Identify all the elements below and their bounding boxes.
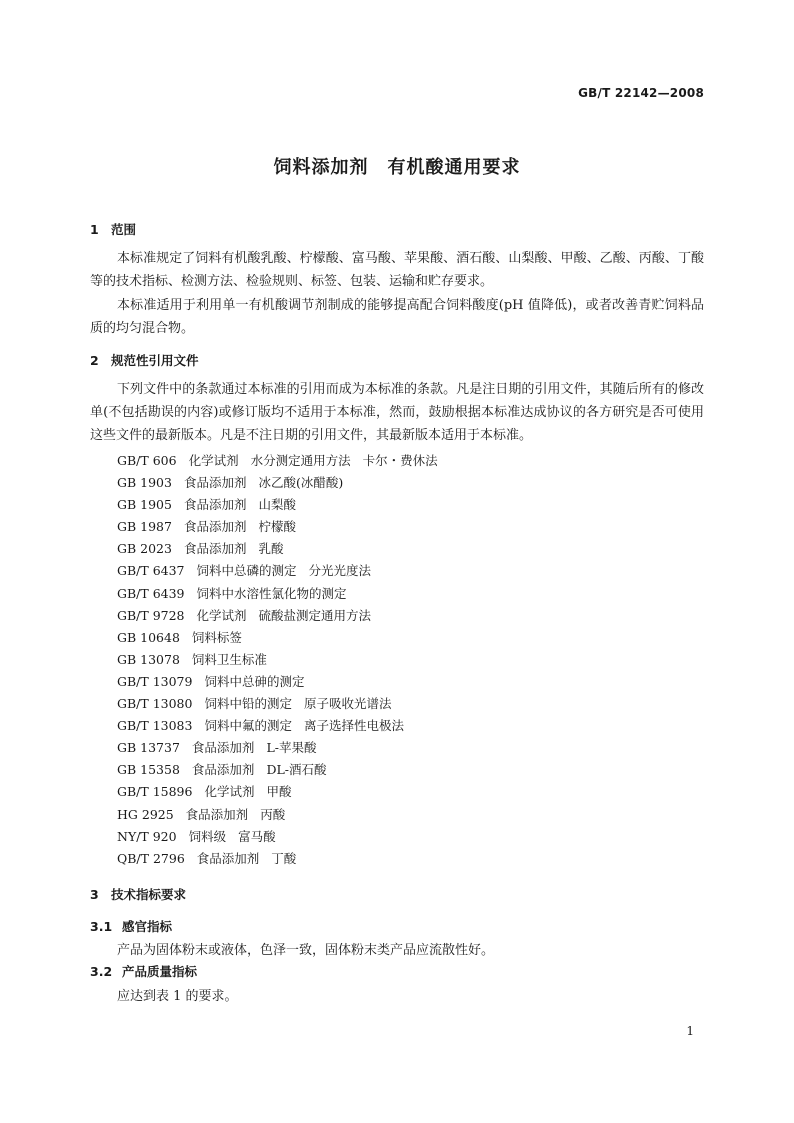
page-number: 1 xyxy=(686,1024,694,1038)
reference-title-part: 饲料级 xyxy=(188,828,227,844)
reference-title-part: 乳酸 xyxy=(258,541,284,557)
reference-code: GB/T 6437 xyxy=(117,563,185,579)
reference-item xyxy=(117,848,450,870)
reference-title-part: 山梨酸 xyxy=(258,497,296,513)
reference-code: GB/T 6439 xyxy=(117,585,185,601)
reference-title-part: 化学试剂 xyxy=(204,784,255,800)
reference-title-part: 富马酸 xyxy=(238,828,276,844)
reference-code: NY/T 920 xyxy=(117,828,177,844)
section-title: 规范性引用文件 xyxy=(111,353,199,368)
reference-title-part: 甲酸 xyxy=(266,784,292,800)
normative-reference-list xyxy=(117,450,450,870)
reference-item xyxy=(117,450,450,472)
reference-title-part: 分光光度法 xyxy=(308,563,372,579)
section-2-heading xyxy=(90,351,199,369)
subsection-number: 3.2 xyxy=(90,964,113,979)
reference-title-part: 饲料中氟的测定 xyxy=(204,718,292,734)
subsection-number: 3.1 xyxy=(90,919,113,934)
reference-item xyxy=(117,826,450,848)
subsection-3-1-heading xyxy=(90,917,172,935)
reference-title-part: 丁酸 xyxy=(271,850,297,866)
section-number: 1 xyxy=(90,222,99,237)
section-title: 范围 xyxy=(111,222,137,237)
scope-paragraph-1: 本标准规定了饲料有机酸乳酸、柠檬酸、富马酸、苹果酸、酒石酸、山梨酸、甲酸、乙酸、丙酸、丁酸等的技术指标、检测方法、检验规则、标签、包装、运输和贮存要求。 xyxy=(90,251,704,289)
reference-title-part: 饲料中铅的测定 xyxy=(204,696,292,712)
reference-title-part: 饲料中总砷的测定 xyxy=(204,673,305,689)
reference-title-part: 离子选择性电极法 xyxy=(303,718,404,734)
reference-title-part: 食品添加剂 xyxy=(185,806,249,822)
section-number: 3 xyxy=(90,887,99,902)
reference-title-part: 食品添加剂 xyxy=(183,497,247,513)
reference-code: QB/T 2796 xyxy=(117,850,185,866)
reference-title-part: L-苹果酸 xyxy=(266,740,317,756)
reference-item xyxy=(117,737,450,759)
reference-item xyxy=(117,781,450,803)
reference-title-part: 食品添加剂 xyxy=(183,541,247,557)
reference-item xyxy=(117,538,450,560)
reference-title-part: 食品添加剂 xyxy=(183,519,247,535)
reference-title-part: 食品添加剂 xyxy=(191,740,255,756)
reference-title-part: 饲料标签 xyxy=(191,629,242,645)
document-title: 饲料添加剂 有机酸通用要求 xyxy=(273,157,521,178)
reference-title-part: 丙酸 xyxy=(260,806,286,822)
subsection-title: 产品质量指标 xyxy=(122,964,198,979)
reference-title-part: 柠檬酸 xyxy=(258,519,296,535)
reference-item xyxy=(117,804,450,826)
reference-title-part: 饲料中水溶性氯化物的测定 xyxy=(196,585,347,601)
reference-code: GB 10648 xyxy=(117,629,180,645)
reference-item xyxy=(117,715,450,737)
reference-title-part: 原子吸收光谱法 xyxy=(303,696,392,712)
reference-title-part: 食品添加剂 xyxy=(191,762,255,778)
reference-item xyxy=(117,649,450,671)
reference-title-part: 饲料卫生标准 xyxy=(191,651,267,667)
reference-title-part: DL-酒石酸 xyxy=(266,762,327,778)
standard-code: GB/T 22142—2008 xyxy=(578,86,704,100)
reference-title-part: 饲料中总磷的测定 xyxy=(196,563,297,579)
reference-title-part: 化学试剂 xyxy=(196,607,247,623)
scope-paragraph-2: 本标准适用于利用单一有机酸调节剂制成的能够提高配合饲料酸度(pH 值降低)，或者改善青贮饲料品质的均匀混合物。 xyxy=(90,298,704,336)
subsection-3-2-heading xyxy=(90,962,197,980)
reference-item xyxy=(117,671,450,693)
section-3-heading xyxy=(90,885,186,903)
reference-code: GB 13737 xyxy=(117,740,180,756)
reference-code: GB/T 13079 xyxy=(117,673,193,689)
reference-title-part: 化学试剂 xyxy=(188,453,239,468)
reference-code: GB 1903 xyxy=(117,475,172,491)
reference-item xyxy=(117,516,450,538)
reference-code: GB 15358 xyxy=(117,762,180,778)
reference-code: GB/T 13083 xyxy=(117,718,193,734)
reference-title-part: 硫酸盐测定通用方法 xyxy=(258,607,372,623)
section-1-heading xyxy=(90,220,136,238)
reference-code: HG 2925 xyxy=(117,806,174,822)
reference-item xyxy=(117,472,450,494)
reference-code: GB/T 15896 xyxy=(117,784,193,800)
reference-title-part: 卡尔・费休法 xyxy=(362,453,438,468)
reference-title-part: 食品添加剂 xyxy=(196,850,260,866)
reference-title-part: 水分测定通用方法 xyxy=(250,453,351,468)
reference-item xyxy=(117,605,450,627)
reference-item xyxy=(117,560,450,582)
section-number: 2 xyxy=(90,353,99,368)
section-title: 技术指标要求 xyxy=(111,887,187,902)
reference-code: GB 1905 xyxy=(117,497,172,513)
reference-item xyxy=(117,693,450,715)
reference-item xyxy=(117,627,450,649)
references-intro-paragraph: 下列文件中的条款通过本标准的引用而成为本标准的条款。凡是注日期的引用文件，其随后所有的修改单(不包括勘误的内容)或修订版均不适用于本标准，然而，鼓励根据本标准达成协议的各方研究是否可使用这些文件的最新版本。凡是不注日期的引用文件，其最新版本适用于本标准。 xyxy=(90,382,704,443)
reference-item xyxy=(117,583,450,605)
reference-code: GB 2023 xyxy=(117,541,172,557)
sensory-requirement-text: 产品为固体粉末或液体，色泽一致，固体粉末类产品应流散性好。 xyxy=(117,943,495,958)
reference-code: GB/T 606 xyxy=(117,453,177,468)
reference-code: GB/T 9728 xyxy=(117,607,185,623)
subsection-title: 感官指标 xyxy=(122,919,173,934)
reference-code: GB 13078 xyxy=(117,651,180,667)
reference-item xyxy=(117,759,450,781)
quality-requirement-text: 应达到表 1 的要求。 xyxy=(117,989,238,1004)
reference-title-part: 食品添加剂 xyxy=(183,475,247,491)
reference-code: GB/T 13080 xyxy=(117,696,193,712)
reference-code: GB 1987 xyxy=(117,519,172,535)
reference-item xyxy=(117,494,450,516)
reference-title-part: 冰乙酸(冰醋酸) xyxy=(258,475,344,491)
